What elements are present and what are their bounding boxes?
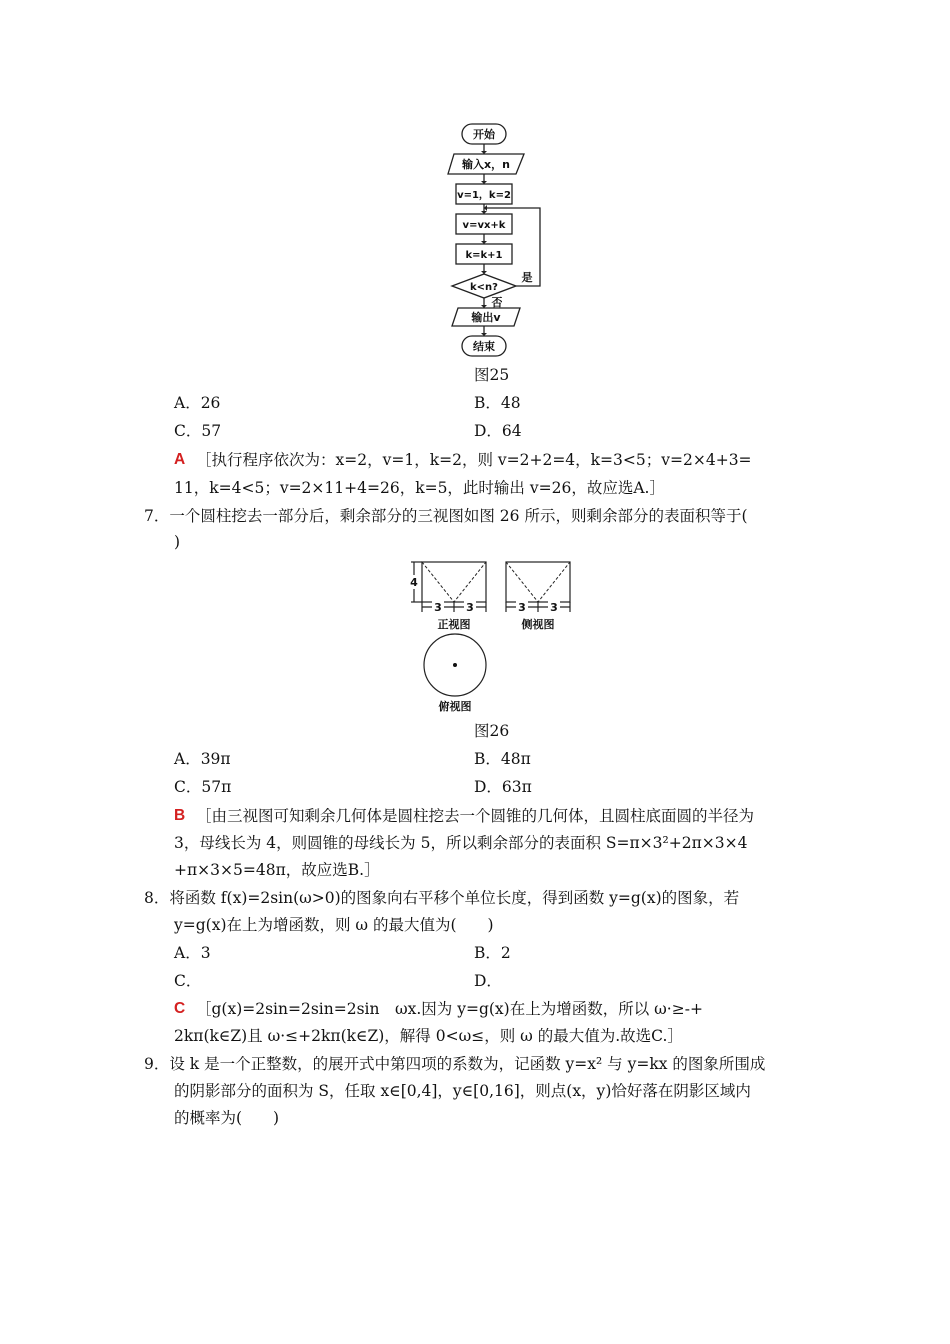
q6-answer-letter: A bbox=[174, 451, 186, 468]
front-view-rect bbox=[422, 562, 486, 602]
q6-solution-line1: ［执行程序依次为：x=2，v=1，k=2，则 v=2+2=4，k=3<5；v=2×4+3= bbox=[196, 451, 752, 469]
q6-option-b: B．48 bbox=[474, 394, 521, 412]
q8-solution-line2: 2kπ(k∈Z)且 ω·≤+2kπ(k∈Z)，解得 0<ω≤，则 ω 的最大值为.故选C.］ bbox=[174, 1027, 683, 1045]
q8-option-b: B．2 bbox=[474, 944, 511, 962]
side-right-width-label: 3 bbox=[550, 601, 558, 614]
figure-26-caption: 图26 bbox=[474, 722, 510, 740]
flow-step1-label: v=vx+k bbox=[462, 220, 506, 231]
three-view-figure bbox=[410, 556, 580, 716]
flowchart-figure bbox=[440, 120, 580, 360]
q7-option-d: D．63π bbox=[474, 778, 532, 796]
flow-output-label: 输出v bbox=[471, 311, 501, 324]
flow-cond-label: k<n? bbox=[470, 282, 498, 293]
flow-input-label: 输入x，n bbox=[462, 158, 510, 171]
q8-option-d: D． bbox=[474, 972, 502, 990]
top-view-label: 俯视图 bbox=[438, 700, 472, 713]
q6-option-c: C．57 bbox=[174, 422, 222, 440]
flow-init-label: v=1，k=2 bbox=[457, 190, 511, 201]
height-label: 4 bbox=[410, 576, 418, 589]
flow-step2-label: k=k+1 bbox=[465, 250, 503, 261]
figure-25-caption: 图25 bbox=[474, 366, 510, 384]
q8-option-a: A．3 bbox=[174, 944, 211, 962]
q9-stem-line3: 的概率为( ) bbox=[174, 1109, 280, 1127]
q6-option-d: D．64 bbox=[474, 422, 522, 440]
q7-option-c: C．57π bbox=[174, 778, 232, 796]
q8-solution-line1: ［g(x)=2sin=2sin=2sin ωx.因为 y=g(x)在上为增函数，所以 ω·≥-+ bbox=[196, 1000, 703, 1018]
q7-option-b: B．48π bbox=[474, 750, 531, 768]
q6-solution-line2: 11，k=4<5；v=2×11+4=26，k=5，此时输出 v=26，故应选A.］ bbox=[174, 479, 665, 497]
side-left-width-label: 3 bbox=[518, 601, 526, 614]
q7-solution-line2: 3，母线长为 4，则圆锥的母线长为 5，所以剩余部分的表面积 S=π×3²+2π×3×4 bbox=[174, 834, 748, 852]
front-right-width-label: 3 bbox=[466, 601, 474, 614]
q7-option-a: A．39π bbox=[174, 750, 231, 768]
top-view-center-dot bbox=[453, 663, 457, 667]
flow-end-label: 结束 bbox=[473, 340, 495, 353]
q7-answer-letter: B bbox=[174, 807, 186, 824]
q8-stem-line2: y=g(x)在上为增函数，则 ω 的最大值为( ) bbox=[174, 916, 494, 934]
q6-option-a: A．26 bbox=[174, 394, 221, 412]
side-view-rect bbox=[506, 562, 570, 602]
front-left-width-label: 3 bbox=[434, 601, 442, 614]
side-view-label: 侧视图 bbox=[521, 618, 555, 631]
q9-stem-line2: 的阴影部分的面积为 S，任取 x∈[0,4]，y∈[0,16]，则点(x，y)恰好落在阴影区域内 bbox=[174, 1082, 751, 1100]
q8-answer-letter: C bbox=[174, 1000, 186, 1017]
flow-yes-label: 是 bbox=[521, 271, 533, 284]
q8-option-c: C． bbox=[174, 972, 202, 990]
q9-stem-line1: 9．设 k 是一个正整数，的展开式中第四项的系数为，记函数 y=x² 与 y=kx 的图象所围成 bbox=[144, 1055, 766, 1073]
q7-solution-line1: ［由三视图可知剩余几何体是圆柱挖去一个圆锥的几何体，且圆柱底面圆的半径为 bbox=[196, 807, 755, 825]
q7-stem-line2: ) bbox=[174, 533, 181, 551]
q7-solution-line3: +π×3×5=48π，故应选B.］ bbox=[174, 861, 380, 879]
flow-start-label: 开始 bbox=[473, 128, 495, 141]
q7-stem-line1: 7．一个圆柱挖去一部分后，剩余部分的三视图如图 26 所示，则剩余部分的表面积等于( bbox=[144, 507, 748, 525]
q8-stem-line1: 8．将函数 f(x)=2sin(ω>0)的图象向右平移个单位长度，得到函数 y=g(x)的图象，若 bbox=[144, 889, 740, 907]
flow-no-label: 否 bbox=[491, 296, 503, 309]
front-view-label: 正视图 bbox=[437, 618, 471, 631]
